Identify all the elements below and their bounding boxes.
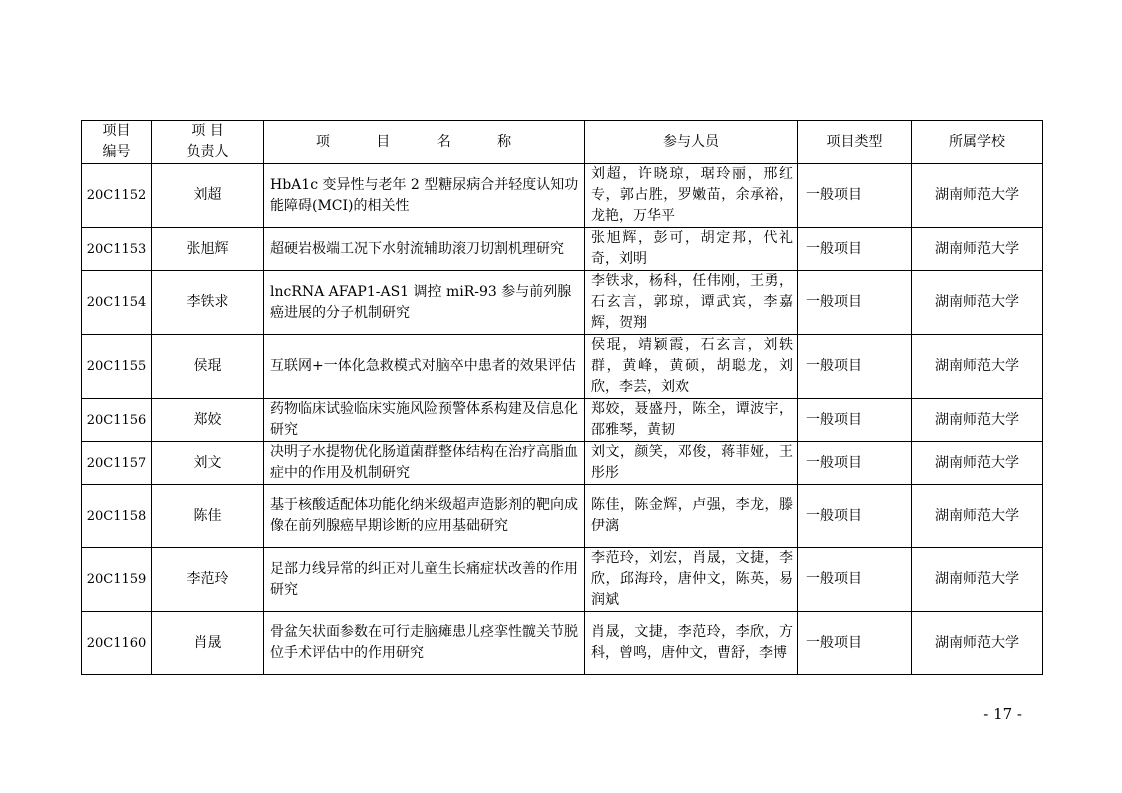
project-name: 互联网+一体化急救模式对脑卒中患者的效果评估 (264, 335, 585, 399)
project-name: 决明子水提物优化肠道菌群整体结构在治疗高脂血症中的作用及机制研究 (264, 442, 585, 485)
project-name: 超硬岩极端工况下水射流辅助滚刀切割机理研究 (264, 228, 585, 271)
project-lead: 李铁求 (152, 271, 264, 335)
project-school: 湖南师范大学 (912, 271, 1043, 335)
project-name: 骨盆矢状面参数在可行走脑瘫患儿痉挛性髋关节脱位手术评估中的作用研究 (264, 612, 585, 675)
project-id: 20C1156 (82, 399, 152, 442)
page-number: - 17 - (983, 705, 1022, 723)
project-school: 湖南师范大学 (912, 612, 1043, 675)
project-school: 湖南师范大学 (912, 399, 1043, 442)
project-id: 20C1155 (82, 335, 152, 399)
table-row (82, 271, 1043, 335)
project-members: 张旭辉，彭可，胡定邦，代礼奇，刘明 (585, 228, 798, 271)
project-lead: 侯琨 (152, 335, 264, 399)
project-name: lncRNA AFAP1-AS1 调控 miR-93 参与前列腺癌进展的分子机制研究 (264, 271, 585, 335)
project-type: 一般项目 (798, 271, 912, 335)
project-type: 一般项目 (798, 164, 912, 228)
project-type: 一般项目 (798, 228, 912, 271)
project-type: 一般项目 (798, 442, 912, 485)
project-lead: 张旭辉 (152, 228, 264, 271)
header-type: 项目类型 (798, 121, 912, 164)
project-members: 肖晟，文捷，李范玲，李欣，方科，曾鸣，唐仲文，曹舒，李博 (585, 612, 798, 675)
project-lead: 郑姣 (152, 399, 264, 442)
project-id: 20C1157 (82, 442, 152, 485)
project-school: 湖南师范大学 (912, 228, 1043, 271)
project-type: 一般项目 (798, 548, 912, 612)
project-members: 李铁求，杨科，任伟刚，王勇，石玄言，郭琼，谭武宾，李嘉辉，贺翔 (585, 271, 798, 335)
project-members: 刘超，许晓琼，琚玲丽，邢红专，郭占胜，罗嫩苗，余承裕，龙艳，万华平 (585, 164, 798, 228)
header-members: 参与人员 (585, 121, 798, 164)
project-members: 李范玲，刘宏，肖晟，文捷，李欣，邱海玲，唐仲文，陈英，易润斌 (585, 548, 798, 612)
table-row (82, 335, 1043, 399)
project-id: 20C1152 (82, 164, 152, 228)
header-school: 所属学校 (912, 121, 1043, 164)
project-members: 刘文，颜笑，邓俊，蒋菲娅，王彤彤 (585, 442, 798, 485)
project-lead: 刘文 (152, 442, 264, 485)
table-header-row (82, 121, 1043, 164)
header-lead (152, 121, 264, 164)
header-id-line1: 项目 (102, 123, 131, 139)
project-name: 基于核酸适配体功能化纳米级超声造影剂的靶向成像在前列腺癌早期诊断的应用基础研究 (264, 485, 585, 548)
project-id: 20C1160 (82, 612, 152, 675)
project-members: 郑姣，聂盛丹，陈全，谭波宇，邵雅琴，黄韧 (585, 399, 798, 442)
project-table (81, 120, 1043, 675)
project-school: 湖南师范大学 (912, 335, 1043, 399)
header-id (82, 121, 152, 164)
project-lead: 肖晟 (152, 612, 264, 675)
project-name: 药物临床试验临床实施风险预警体系构建及信息化研究 (264, 399, 585, 442)
project-school: 湖南师范大学 (912, 442, 1043, 485)
project-type: 一般项目 (798, 399, 912, 442)
project-lead: 刘超 (152, 164, 264, 228)
project-id: 20C1153 (82, 228, 152, 271)
project-members: 陈佳，陈金辉，卢强，李龙，滕伊漓 (585, 485, 798, 548)
project-id: 20C1158 (82, 485, 152, 548)
project-type: 一般项目 (798, 335, 912, 399)
project-type: 一般项目 (798, 485, 912, 548)
project-lead: 陈佳 (152, 485, 264, 548)
table-row (82, 164, 1043, 228)
table-row (82, 442, 1043, 485)
project-school: 湖南师范大学 (912, 548, 1043, 612)
header-name (264, 121, 585, 164)
project-id: 20C1154 (82, 271, 152, 335)
header-name-label: 项 目 名 称 (315, 133, 533, 150)
table-row (82, 228, 1043, 271)
header-id-line2: 编号 (102, 144, 131, 160)
project-type: 一般项目 (798, 612, 912, 675)
table-row (82, 485, 1043, 548)
table-row (82, 612, 1043, 675)
project-school: 湖南师范大学 (912, 164, 1043, 228)
project-id: 20C1159 (82, 548, 152, 612)
project-name: HbA1c 变异性与老年 2 型糖尿病合并轻度认知功能障碍(MCI)的相关性 (264, 164, 585, 228)
table-row (82, 548, 1043, 612)
header-lead-line2: 负责人 (186, 144, 229, 160)
project-school: 湖南师范大学 (912, 485, 1043, 548)
project-name: 足部力线异常的纠正对儿童生长痛症状改善的作用研究 (264, 548, 585, 612)
project-members: 侯琨，靖颖霞，石玄言，刘轶群，黄峰，黄硕，胡聪龙，刘欣，李芸，刘欢 (585, 335, 798, 399)
header-lead-line1: 项 目 (191, 123, 224, 139)
project-lead: 李范玲 (152, 548, 264, 612)
table-row (82, 399, 1043, 442)
